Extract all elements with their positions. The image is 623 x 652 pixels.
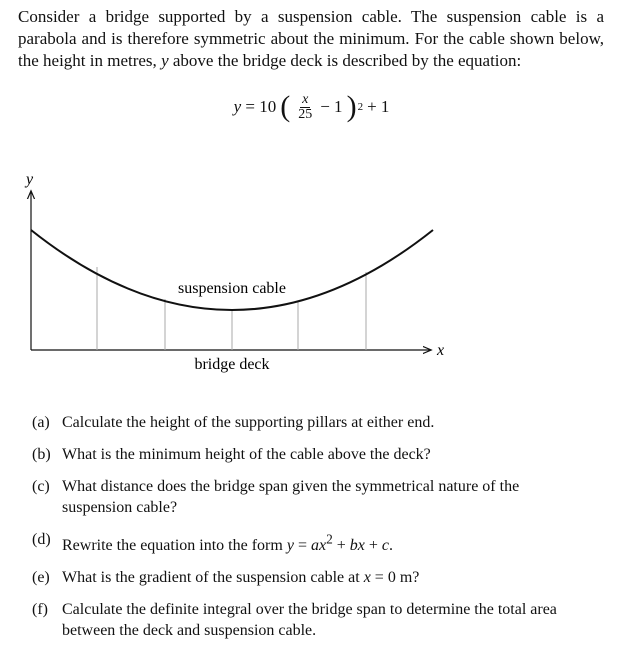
- bridge-diagram: [0, 160, 623, 385]
- y-axis-label: y: [26, 171, 34, 188]
- problem-intro: Consider a bridge supported by a suspension cable. The suspension cable is a parabola and is therefore symmetric about the minimum. For the cable shown below, the height in metres, y above the bridge deck is described by the equation:: [18, 7, 604, 70]
- x-axis-label: x: [437, 342, 445, 359]
- question-item: (b) What is the minimum height of the cable above the deck?: [32, 446, 431, 463]
- question-item: (a) Calculate the height of the supporting pillars at either end.: [32, 414, 435, 431]
- equation-exponent: 2: [357, 101, 364, 113]
- equation-open-paren: (: [280, 90, 291, 123]
- equation-close-paren: ): [346, 90, 357, 123]
- cable-label: suspension cable: [178, 280, 286, 297]
- cable-equation: [0, 92, 623, 136]
- equation-fraction: $\frac{x}{25}$: [298, 91, 313, 122]
- equation-lhs: y = 10: [233, 97, 277, 116]
- suspension-cable: [31, 230, 433, 310]
- deck-label: bridge deck: [194, 356, 270, 373]
- question-list: [32, 412, 592, 652]
- question-item: (c) What distance does the bridge span given the symmetrical nature of the suspension cable?: [32, 478, 520, 516]
- equation-tail: + 1: [367, 97, 390, 116]
- question-item: (d) Rewrite the equation into the form $y = ax^2$ + bx + c.: [32, 531, 394, 555]
- question-item: (e) What is the gradient of the suspension cable at x = 0 m?: [32, 569, 420, 587]
- question-item: (f) Calculate the definite integral over the bridge span to determine the total area between the deck and suspension cable.: [32, 601, 557, 640]
- equation-minus-one: − 1: [320, 97, 343, 116]
